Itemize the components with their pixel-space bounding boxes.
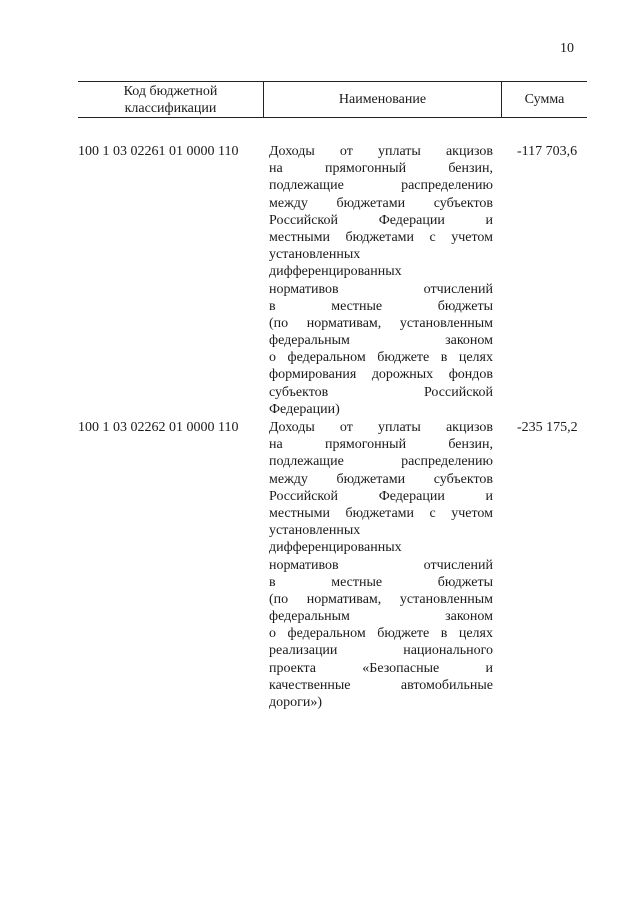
- budget-code: 100 1 03 02262 01 0000 110: [78, 420, 239, 435]
- column-header-name: Наименование: [338, 92, 427, 107]
- budget-code: 100 1 03 02261 01 0000 110: [78, 144, 239, 159]
- description-line: нормативов отчислений: [269, 557, 493, 573]
- income-description: [269, 419, 493, 711]
- description-line: (по нормативам, установленным: [269, 591, 493, 607]
- description-line: федеральным законом: [269, 333, 493, 349]
- income-description: [269, 143, 493, 418]
- description-line: Федерации): [269, 401, 340, 417]
- description-line: в местные бюджеты: [269, 298, 493, 314]
- description-line: (по нормативам, установленным: [269, 315, 493, 331]
- description-line: подлежащие распределению: [269, 454, 493, 470]
- description-line: дифференцированных: [269, 264, 402, 280]
- column-header-sum: Сумма: [524, 92, 565, 107]
- description-line: на прямогонный бензин,: [269, 161, 493, 177]
- description-line: Российской Федерации и: [269, 212, 493, 228]
- description-line: дифференцированных: [269, 540, 402, 556]
- description-line: реализации национального: [269, 643, 493, 659]
- description-line: между бюджетами субъектов: [269, 195, 493, 211]
- description-line: Доходы от уплаты акцизов: [269, 144, 493, 159]
- description-line: подлежащие распределению: [269, 178, 493, 194]
- description-line: федеральным законом: [269, 609, 493, 625]
- description-line: субъектов Российской: [269, 384, 493, 400]
- description-line: установленных: [269, 247, 361, 263]
- column-header-code: Код бюджетной классификации: [123, 83, 218, 116]
- amount: -235 175,2: [517, 420, 578, 435]
- amount: -117 703,6: [517, 144, 578, 159]
- description-line: местными бюджетами с учетом: [269, 229, 493, 245]
- description-line: на прямогонный бензин,: [269, 437, 493, 453]
- description-line: о федеральном бюджете в целях: [269, 626, 493, 642]
- description-line: между бюджетами субъектов: [269, 471, 493, 487]
- description-line: формирования дорожных фондов: [269, 367, 493, 383]
- description-line: Доходы от уплаты акцизов: [269, 420, 493, 435]
- page-number: 10: [560, 41, 574, 56]
- description-line: установленных: [269, 523, 361, 539]
- description-line: местными бюджетами с учетом: [269, 505, 493, 521]
- description-line: нормативов отчислений: [269, 281, 493, 297]
- description-line: о федеральном бюджете в целях: [269, 350, 493, 366]
- description-line: Российской Федерации и: [269, 488, 493, 504]
- description-line: качественные автомобильные: [269, 677, 493, 693]
- description-line: в местные бюджеты: [269, 574, 493, 590]
- description-line: проекта «Безопасные и: [269, 660, 493, 676]
- description-line: дороги»): [269, 695, 323, 710]
